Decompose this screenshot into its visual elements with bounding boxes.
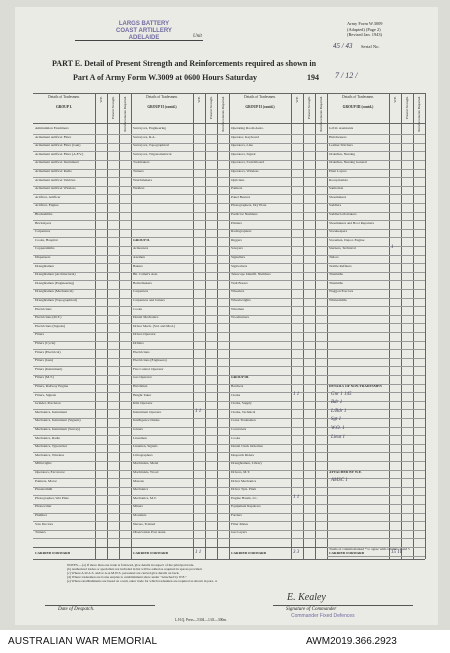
table-cell: Mechanics, Instrument	[35, 409, 68, 414]
column-line	[131, 93, 132, 559]
table-border-bottom	[33, 559, 425, 560]
table-cell: Mechanics, Instrument (Signals)	[35, 418, 81, 423]
table-cell: Orderlies, Nursing	[329, 151, 356, 156]
note-line: (b) Authorized trades or specialists not included in list will be added as required in spaces provided.	[67, 567, 203, 571]
signature-line	[273, 605, 413, 606]
header-group: GROUP I.	[56, 105, 72, 110]
table-cell: Wall Borers	[231, 280, 248, 285]
table-cell: Panel Beaters	[231, 194, 251, 199]
column-line	[425, 93, 426, 559]
table-cell: Bricklayers	[35, 220, 52, 225]
table-cell: Millwrights	[35, 461, 52, 466]
handwritten-entry: Sgt 1	[331, 417, 342, 423]
table-cell: Painters	[231, 186, 243, 191]
table-cell: Fitters (Instrument)	[35, 366, 63, 371]
table-cell: Armament Artificer Fitter (A.F.V.)	[35, 151, 84, 156]
serial-label: Serial No.	[361, 44, 380, 49]
table-cell: Orderlies, Nursing General	[329, 160, 368, 165]
table-cell: Fitters	[35, 332, 44, 337]
table-cell: Draughtsmen (Topographical)	[35, 298, 78, 302]
column-line	[205, 93, 206, 559]
header-details: Details of Tradesmen.	[48, 95, 80, 99]
table-cell: Driver Mech. (Std. and Mod.)	[133, 323, 175, 328]
unit-underline	[75, 40, 203, 41]
table-cell: Carpenters and Joiners	[133, 298, 165, 302]
table-cell: Armament Artificer Vehicles	[35, 177, 76, 182]
handwritten-entry: L/Bdr 1	[331, 408, 347, 414]
column-line	[303, 93, 304, 559]
row-line	[229, 341, 327, 342]
table-cell: Mechanics, Wireless	[35, 452, 64, 457]
table-cell: Hairdressers	[329, 134, 347, 139]
table-cell: Fitters, Railway Engine	[35, 384, 69, 388]
table-cell: Turners	[35, 530, 46, 535]
column-header	[231, 95, 289, 109]
table-cell: Equipment Repairers	[231, 504, 261, 509]
table-cell: Opticians	[231, 177, 245, 182]
table-cell: Surveyors, Trigonometrical	[133, 151, 172, 156]
table-cell: Gas Operator	[133, 375, 152, 380]
table-cell: Plant Layers	[329, 169, 347, 173]
table-cell: Engine Hands, I.C.	[231, 495, 258, 500]
table-cell: Dispensers	[35, 255, 51, 259]
table-cell: CARRIED FORWARD	[329, 551, 365, 555]
row-line	[327, 418, 425, 419]
table-cell: Tailors	[329, 255, 339, 259]
table-cell: Mechanics, Typewriter	[35, 444, 68, 449]
form-ref-line: (Revised Jan. 1943)	[347, 32, 382, 37]
table-cell: Carpenters	[133, 289, 149, 294]
table-cell: Mechanics	[133, 487, 149, 492]
table-cell: Masons	[133, 478, 144, 483]
table-cell: Waggon Erectors	[329, 289, 354, 294]
table-cell: Sawyers	[231, 246, 243, 251]
table-cell: Cooks	[133, 306, 142, 311]
row-line	[327, 495, 425, 496]
archive-reference: AWM2019.366.2923	[306, 636, 397, 647]
table-cell: Signallers	[231, 255, 245, 259]
table-cell: Intelligence Duties	[133, 418, 160, 423]
column-header-vertical: W.E.	[99, 96, 103, 103]
table-cell: Fitters (Gun)	[35, 358, 54, 363]
row-line	[131, 212, 229, 213]
table-cell: Dental Mechanics	[133, 315, 159, 320]
handwritten-entry: Lieut 1	[331, 434, 346, 440]
table-cell: Woodturners	[231, 315, 249, 320]
table-cell: Telescope Identifi. Numbers	[231, 272, 271, 277]
row-line	[327, 358, 425, 359]
handwritten-entry: Bdr 1	[331, 400, 343, 406]
table-cell: Nurses, Trained	[133, 521, 156, 526]
table-cell: Shoemakers	[329, 194, 347, 199]
row-line	[327, 461, 425, 462]
table-cell: G.P.O. Assistants	[329, 126, 354, 130]
row-line	[327, 366, 425, 367]
table-cell: Printers	[231, 220, 242, 225]
table-cell: Draughtsmen (Mechanical)	[35, 289, 74, 294]
note-line: NOTES.—(a) If more than one trade is followed, give details in respect of the principal trade.	[67, 563, 195, 567]
table-cell: Armourers	[133, 246, 149, 251]
row-line	[327, 332, 425, 333]
row-line	[131, 194, 229, 195]
row-line	[229, 323, 327, 324]
note-line: (e) Where establishments are based on a unit, enter trade for which tradesmen are required as shown in para. 4.	[67, 579, 218, 583]
table-cell: Axemen	[133, 255, 145, 259]
table-cell: Storemen, Depot. Engine	[329, 237, 365, 242]
table-cell: Ammunition Examiners	[35, 126, 69, 130]
column-header-vertical: Reinforcements Required.	[319, 96, 323, 132]
stamp-line: LARGS BATTERY	[118, 21, 170, 27]
table-cell: Driver Tpts. Plant	[231, 487, 257, 492]
table-cell: Driver Mechanics	[231, 478, 257, 483]
table-cell: Machinists, Wood	[133, 470, 159, 474]
table-cell: Fitters (M.T.)	[35, 375, 54, 380]
table-cell: Miners	[133, 504, 143, 509]
table-cell: Clerks	[231, 392, 241, 397]
table-cell: Toolmakers	[133, 160, 150, 165]
row-line	[327, 341, 425, 342]
table-cell: CARRIED FORWARD	[133, 551, 169, 555]
row-line	[229, 538, 327, 539]
table-cell: Photographer, Wet Plate	[35, 495, 69, 500]
table-cell: Coppersmiths	[35, 246, 55, 251]
stamp-line: COAST ARTILLERY	[116, 28, 172, 34]
row-line	[131, 538, 229, 539]
table-cell: Mechanics, Instrument (Survey)	[35, 427, 81, 431]
table-cell: CARRIED FORWARD	[231, 551, 267, 555]
row-line	[327, 349, 425, 350]
table-cell: Farriers	[231, 513, 242, 517]
serial-handwritten: 45 / 43	[333, 42, 353, 50]
table-cell: Receptionists	[329, 177, 348, 182]
table-cell: Mechanics, Radio	[35, 435, 61, 440]
row-line	[327, 538, 425, 539]
table-cell: Electricians (Engineers)	[133, 358, 167, 363]
table-cell: Draughtsmen	[35, 263, 54, 268]
table-cell: ATTACHED BY W.E.	[329, 470, 362, 474]
table-cell: Crane Tradesmen	[231, 418, 256, 423]
row-line	[327, 487, 425, 488]
table-cell: Dental Clerk Orderlies	[231, 444, 263, 449]
column-line	[95, 93, 96, 559]
table-cell: Bakers	[133, 263, 143, 268]
column-header-vertical: Present Strength.	[209, 96, 213, 120]
column-header-vertical: Reinforcements Required.	[221, 96, 225, 132]
handwritten-entry: 1 1	[293, 391, 300, 397]
table-cell: Armament Artificer Instrument	[35, 160, 79, 165]
row-line	[131, 220, 229, 221]
table-cell: Carpenters	[35, 229, 51, 234]
column-line	[315, 93, 316, 559]
title-line-1: PART E. Detail of Present Strength and Reinforcements required as shown in	[52, 59, 317, 68]
table-cell: Plumber	[35, 513, 47, 517]
row-line	[327, 530, 425, 531]
column-line	[291, 93, 292, 559]
table-cell: Blacksmiths	[35, 212, 53, 216]
column-header	[35, 95, 93, 109]
column-line	[107, 93, 108, 559]
row-line	[229, 332, 327, 333]
column-header-vertical: Reinforcements Required.	[417, 96, 421, 132]
table-cell: Signwriters	[231, 263, 248, 268]
table-cell: Leather Stitchers	[329, 143, 353, 148]
table-cell: Armament Artificer Radio	[35, 169, 72, 173]
table-cell: Electricians	[133, 349, 150, 354]
table-cell: Totals of column marked * to agree with columns 4 and 5	[329, 547, 410, 552]
handwritten-entry: 3 3	[293, 550, 300, 555]
signature-label: Signature of Commander	[286, 607, 337, 612]
trades-table	[33, 93, 425, 559]
table-cell: Watchmakers	[133, 177, 152, 182]
table-cell: Drivers, M.T.	[231, 470, 250, 474]
header-details: Details of Tradesmen.	[146, 95, 178, 99]
table-cell: Photographers, Dry Plate	[231, 203, 267, 208]
column-line	[413, 93, 414, 559]
table-cell: Artificer, Engine	[35, 203, 59, 208]
handwritten-entry: 1 1	[195, 550, 202, 555]
table-cell: Hatchmen	[133, 384, 148, 388]
signature-handwritten: E. Kealey	[287, 592, 326, 603]
table-cell: Sterners, Technical	[329, 246, 356, 251]
table-cell: Fitters (Electrical)	[35, 349, 61, 354]
column-line	[229, 93, 230, 559]
table-cell: Fire Control Operator	[133, 366, 164, 371]
column-header-vertical: Present Strength.	[405, 96, 409, 120]
table-cell: Turners	[133, 169, 144, 173]
commander-stamp: Commander Fixed Defences	[291, 613, 355, 619]
table-cell: Surveyors, R.A.	[133, 134, 156, 139]
title-line-2	[73, 73, 319, 82]
handwritten-entry: 15 16	[391, 550, 403, 555]
row-line	[131, 229, 229, 230]
column-line	[401, 93, 402, 559]
table-cell: Sanitation	[329, 186, 344, 191]
table-cell: CARRIED FORWARD	[35, 551, 71, 555]
table-cell: Electricians (Signals)	[35, 323, 66, 328]
column-line	[119, 93, 120, 559]
notes-block	[67, 563, 427, 583]
table-cell: Wiremen	[231, 306, 244, 311]
column-header-vertical: Present Strength.	[111, 96, 115, 120]
table-cell: Armament Artificer Fitter	[35, 134, 72, 139]
table-cell: Draughtsmen (Architectural)	[35, 272, 76, 277]
table-cell: Operators, Switchboard	[231, 160, 265, 165]
unit-stamp	[98, 21, 190, 42]
table-cell: Instrument Operator	[133, 409, 162, 414]
table-cell: Operators, Signal	[231, 151, 256, 156]
table-cell: Artificer, Artificer	[35, 194, 61, 199]
handwritten-entry: W.O. 1	[331, 426, 345, 431]
row-line	[327, 504, 425, 505]
row-line	[327, 556, 425, 557]
row-line	[327, 513, 425, 514]
table-cell: Wheelers	[231, 289, 245, 294]
table-cell: Bit. Camel's Asst.	[133, 272, 158, 277]
header-details: Details of Tradesmen.	[342, 95, 374, 99]
table-cell: Gas Layers	[231, 530, 247, 535]
table-cell: Observation Post Assts.	[133, 530, 167, 535]
table-cell: Machinists, Metal	[133, 461, 159, 466]
column-line	[193, 93, 194, 559]
row-line	[327, 375, 425, 376]
column-header-vertical: W.E.	[393, 96, 397, 103]
table-cell: Fitters, Signals	[35, 392, 57, 397]
table-cell: Driver-Operator	[133, 332, 156, 337]
header-group: GROUP II (contd.)	[245, 105, 275, 110]
table-cell: Moulders	[133, 513, 147, 517]
table-cell: Surveyors, Topographical	[133, 143, 170, 148]
table-cell: Concreters	[231, 427, 247, 431]
form-ref-line: (Adapted) (Page 2)	[347, 26, 381, 32]
handwritten-entry: 1 1	[293, 494, 300, 500]
table-cell: Grinder, Precision	[35, 401, 61, 406]
table-cell: Armament Artificer Wireless	[35, 186, 76, 191]
row-line	[327, 315, 425, 316]
row-line	[327, 323, 425, 324]
header-group: GROUP II (contd.)	[147, 105, 177, 110]
table-cell: Cooks	[231, 435, 240, 440]
row-line	[327, 521, 425, 522]
row-line	[131, 203, 229, 204]
header-details: Details of Tradesmen.	[244, 95, 276, 99]
note-line: (d) Where tradesmen are borne surplus to establishment show under "Attached by W.E."	[67, 575, 187, 579]
table-cell: Clerks, Supply	[231, 401, 252, 406]
table-cell: Lithographers	[133, 452, 153, 457]
table-cell: Saddlers	[329, 203, 342, 208]
form-sheet	[15, 7, 438, 625]
table-cell: Mechanics, M.T.	[133, 495, 157, 500]
row-line	[229, 349, 327, 350]
column-line	[217, 93, 218, 559]
table-cell: Riggers	[231, 237, 242, 242]
table-cell: Surveyors, Engineering	[133, 126, 167, 130]
printer-imprint: L.H.Q. Press—5304—1/43—300m.	[175, 618, 228, 622]
table-cell: DETAILS OF NON-TRADESMEN	[329, 384, 382, 388]
stamp-line: ADELAIDE	[128, 35, 160, 41]
handwritten-entry: 1	[391, 245, 394, 251]
handwritten-entry: Gnr 1 145	[331, 391, 352, 397]
date-handwritten: 7 / 12 /	[335, 71, 358, 80]
table-cell: Clerks, Technical	[231, 409, 256, 414]
table-cell: GROUP III.	[231, 375, 250, 380]
row-line	[229, 366, 327, 367]
table-cell: Operating Room Assts.	[231, 126, 264, 130]
table-cell: Despatch Riders	[231, 452, 255, 457]
table-cell: Shoemakers and Boot Repairers	[329, 220, 375, 225]
table-cell: Filter Mates	[231, 521, 249, 526]
table-cell: Fitters (Cycle)	[35, 341, 56, 345]
column-header-vertical: W.E.	[197, 96, 201, 103]
column-line	[327, 93, 328, 559]
handwritten-entry: AMSC 1	[331, 477, 348, 483]
column-header-vertical: W.E.	[295, 96, 299, 103]
table-cell: Photowriter	[35, 504, 52, 509]
title-year: 194	[307, 73, 319, 82]
table-cell: Armament Artificer Fitter (Gun)	[35, 143, 81, 148]
table-cell: Whitesmiths	[329, 298, 347, 302]
table-cell: Tinsmiths	[329, 280, 343, 285]
table-cell: GROUP II.	[133, 237, 150, 242]
table-cell: Linemen, Signals	[133, 444, 158, 449]
table-cell: Storekeepers	[329, 229, 348, 234]
row-line	[327, 444, 425, 445]
form-reference	[347, 21, 383, 38]
table-cell: Electricians (M.T.)	[35, 315, 62, 320]
table-cell: Saddlecloth makers	[329, 212, 357, 216]
note-line: (c) Where A.W.A.S. and/or A.A.M.W.S. personnel are carried give details on back.	[67, 571, 180, 575]
table-cell: Saw Doctors	[35, 521, 53, 526]
table-cell: Predictor Numbers	[231, 212, 258, 216]
table-cell: Operators, Wireless	[231, 169, 259, 173]
title-text: Part A of Army Form W.3009 at 0600 Hours Saturday	[73, 73, 257, 82]
row-line	[33, 538, 131, 539]
table-cell: Operators, Line	[231, 143, 253, 148]
unit-label: Unit	[193, 34, 202, 39]
despatch-label: Date of Despatch.	[58, 607, 95, 612]
table-cell: Height Taker	[133, 392, 152, 397]
column-header	[133, 95, 191, 109]
table-cell: Operators, Excavator	[35, 470, 65, 474]
column-line	[389, 93, 390, 559]
table-cell: Wheelwrights	[231, 298, 251, 302]
despatch-line	[45, 605, 155, 606]
table-cell: Painters, Motor	[35, 478, 57, 483]
table-cell: Draughtsmen (Engineering)	[35, 280, 75, 285]
column-header-vertical: Present Strength.	[307, 96, 311, 120]
header-group: GROUP III (contd.)	[342, 105, 374, 110]
table-cell: Cooks, Hospital	[35, 237, 58, 242]
table-cell: Welders	[133, 186, 145, 191]
column-header	[329, 95, 387, 109]
table-cell: Batchers	[231, 384, 244, 388]
table-cell: Kiln Operator	[133, 401, 153, 406]
row-line	[327, 306, 425, 307]
form-ref-line: Army Form W.3009	[347, 21, 383, 26]
row-line	[327, 452, 425, 453]
column-header-vertical: Reinforcements Required.	[123, 96, 127, 132]
table-cell: Plastersmith	[35, 487, 53, 492]
table-cell: Radiographers	[231, 229, 252, 234]
table-cell: Operator, Keyboard	[231, 134, 259, 139]
table-cell: Textile Refitters	[329, 263, 352, 268]
table-cell: Tinsmiths	[329, 272, 343, 277]
table-cell: Drillers	[133, 341, 144, 345]
archive-caption: AUSTRALIAN WAR MEMORIAL	[8, 636, 158, 647]
table-cell: Draughtsmen, Library	[231, 461, 263, 466]
table-cell: Joiners	[133, 427, 143, 431]
row-line	[229, 358, 327, 359]
handwritten-entry: 1 1	[195, 408, 202, 414]
table-cell: Boilermakers	[133, 280, 152, 285]
table-cell: Linesmen	[133, 435, 147, 440]
table-cell: Electricians	[35, 306, 52, 311]
